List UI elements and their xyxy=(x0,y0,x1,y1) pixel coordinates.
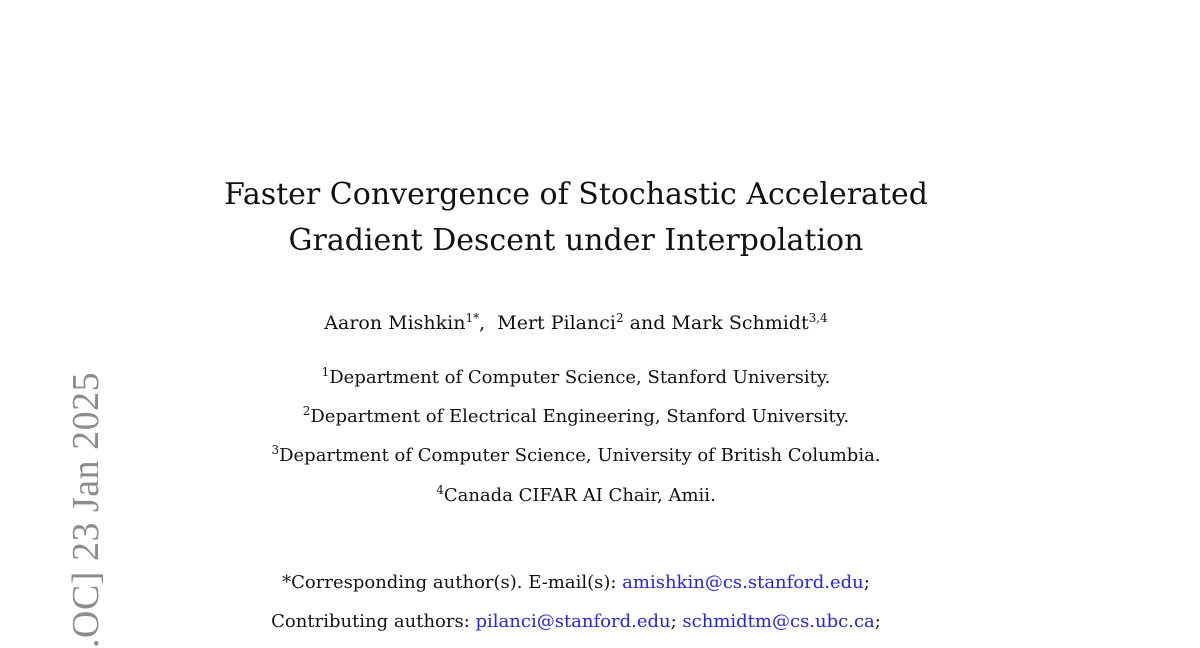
title-line-1: Faster Convergence of Stochastic Accelerated xyxy=(224,177,928,212)
author-name: Mert Pilanci xyxy=(497,312,616,334)
contributing-email-link-2[interactable]: schmidtm@cs.ubc.ca xyxy=(682,611,875,632)
affiliation-text: Canada CIFAR AI Chair, Amii. xyxy=(443,485,716,506)
affiliation-text: Department of Electrical Engineering, Stanford University. xyxy=(310,406,850,427)
contributing-authors-line xyxy=(0,610,1152,634)
contributing-label: Contributing authors: xyxy=(271,611,476,632)
title-line-2: Gradient Descent under Interpolation xyxy=(288,223,864,258)
author-mark: 2 xyxy=(615,311,624,325)
affiliation-text: Department of Computer Science, University of British Columbia. xyxy=(279,445,881,466)
affiliation-3 xyxy=(0,444,1152,468)
affiliation-4 xyxy=(0,484,1152,508)
affiliation-mark: 4 xyxy=(436,483,444,497)
affiliation-mark: 1 xyxy=(321,365,330,379)
email-separator: ; xyxy=(670,611,683,632)
affiliation-mark: 2 xyxy=(302,404,311,418)
author-mark: 3,4 xyxy=(808,311,828,325)
paper-title xyxy=(0,172,1152,264)
author-mark: 1* xyxy=(465,311,480,325)
affiliation-text: Department of Computer Science, Stanford University. xyxy=(329,367,831,388)
corresponding-author-line xyxy=(0,571,1152,595)
email-separator: ; xyxy=(874,611,881,632)
email-separator: ; xyxy=(863,572,870,593)
affiliation-2 xyxy=(0,405,1152,429)
author-name: Aaron Mishkin xyxy=(324,312,466,334)
contributing-email-link-1[interactable]: pilanci@stanford.edu xyxy=(475,611,671,632)
arxiv-sidebar-stamp: .OC] 23 Jan 2025 xyxy=(65,371,107,648)
author-separator: , xyxy=(479,312,498,334)
corresponding-email-link[interactable]: amishkin@cs.stanford.edu xyxy=(622,572,864,593)
author-separator: and xyxy=(623,312,672,334)
affiliation-1 xyxy=(0,366,1152,390)
affiliation-mark: 3 xyxy=(271,443,280,457)
author-list xyxy=(0,310,1152,336)
author-name: Mark Schmidt xyxy=(671,312,809,334)
corresponding-label: *Corresponding author(s). E-mail(s): xyxy=(282,572,623,593)
